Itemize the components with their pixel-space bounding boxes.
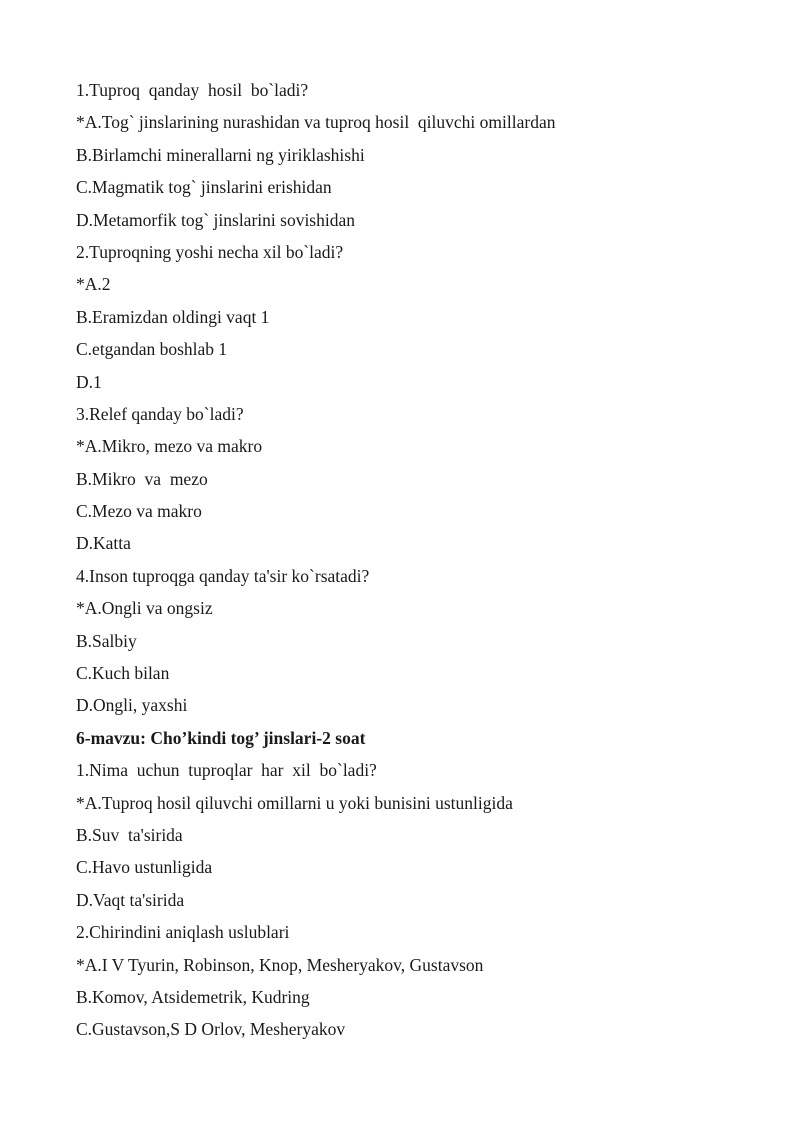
answer-option: *A.Ongli va ongsiz [76,598,213,619]
question-1: 1.Tuproq qanday hosil bo`ladi? [76,80,309,100]
document-page [76,74,756,1046]
section-heading: 6-mavzu: Cho’kindi tog’ jinslari-2 soat [76,727,366,748]
question-2: 2.Tuproqning yoshi necha xil bo`ladi? [76,241,344,262]
answer-option: B.Suv ta'sirida [76,824,183,845]
answer-option: *A.2 [76,274,111,295]
answer-option: C.Mezo va makro [76,501,202,522]
answer-option: B.Komov, Atsidemetrik, Kudring [76,986,310,1007]
answer-option: B.Birlamchi minerallarni ng yiriklashishi [76,144,365,165]
answer-option: B.Salbiy [76,630,137,651]
answer-option: *A.I V Tyurin, Robinson, Knop, Mesheryakov, Gustavson [76,954,484,975]
answer-option: B.Mikro va mezo [76,468,208,489]
question-2: 2.Chirindini aniqlash uslublari [76,922,290,943]
answer-option: D.1 [76,371,102,392]
answer-option: *A.Mikro, mezo va makro [76,436,263,457]
answer-option: C.Gustavson,S D Orlov, Mesheryakov [76,1019,346,1040]
answer-option: C.Havo ustunligida [76,857,213,878]
question-3: 3.Relef qanday bo`ladi? [76,403,244,424]
answer-option: C.Kuch bilan [76,663,170,684]
answer-option: D.Ongli, yaxshi [76,695,188,716]
question-1: 1.Nima uchun tuproqlar har xil bo`ladi? [76,760,377,781]
answer-option: B.Eramizdan oldingi vaqt 1 [76,306,270,327]
answer-option: D.Metamorfik tog` jinslarini sovishidan [76,209,355,230]
answer-option: C.etgandan boshlab 1 [76,339,228,360]
question-4: 4.Inson tuproqga qanday ta'sir ko`rsatadi? [76,565,370,586]
answer-option: *A.Tuproq hosil qiluvchi omillarni u yoki bunisini ustunligida [76,792,513,813]
answer-option: *A.Tog` jinslarining nurashidan va tuproq hosil qiluvchi omillardan [76,112,556,133]
answer-option: D.Vaqt ta'sirida [76,889,185,910]
answer-option: C.Magmatik tog` jinslarini erishidan [76,177,332,198]
answer-option: D.Katta [76,533,131,554]
